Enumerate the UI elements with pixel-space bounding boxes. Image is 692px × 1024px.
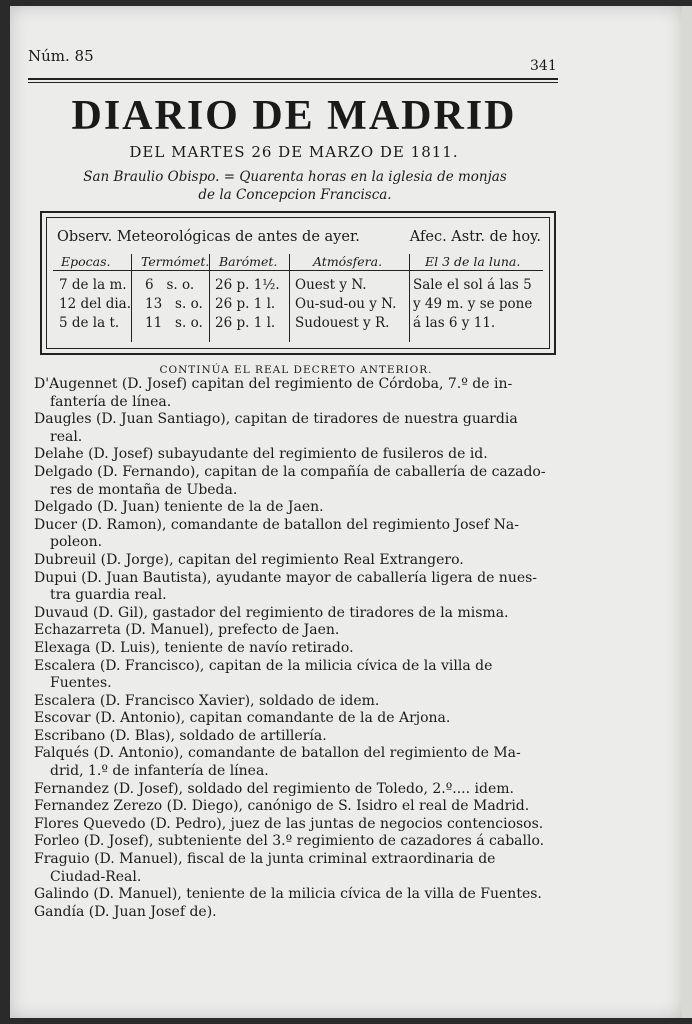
table-row-2-epoca: 12 del dia. — [59, 296, 132, 312]
table-row-1-term: 6 s. o. — [145, 277, 195, 293]
entry-continuation: Fuentes. — [50, 675, 112, 692]
table-row-3-term: 11 s. o. — [145, 315, 203, 331]
entry-continuation: real. — [50, 428, 83, 445]
list-item — [34, 517, 556, 552]
table-row-1-epoca: 7 de la m. — [59, 277, 127, 293]
entry-text: Galindo (D. Manuel), teniente de la milicia cívica de la villa de Fuentes. — [34, 886, 542, 903]
table-row-3-barom: 26 p. 1 l. — [215, 315, 276, 331]
table-row-3-luna: á las 6 y 11. — [413, 315, 496, 331]
page-edge — [682, 6, 692, 1018]
entry-text: Fraguio (D. Manuel), fiscal de la junta criminal extraordinaria de — [34, 851, 496, 868]
list-item — [34, 640, 556, 658]
list-item — [34, 833, 556, 851]
entry-text: Dupui (D. Juan Bautista), ayudante mayor de caballería ligera de nues- — [34, 569, 538, 586]
entry-text: Daugles (D. Juan Santiago), capitan de tiradores de nuestra guardia — [34, 411, 518, 428]
entry-continuation: poleon. — [50, 534, 103, 551]
list-item — [34, 816, 556, 834]
entry-text: Duvaud (D. Gil), gastador del regimiento de tiradores de la misma. — [34, 604, 509, 621]
list-item — [34, 886, 556, 904]
entry-continuation: tra guardia real. — [50, 587, 167, 604]
observations-title: Observ. Meteorológicas de antes de ayer. — [57, 229, 360, 245]
list-item — [34, 446, 556, 464]
col-divider — [209, 254, 210, 342]
entry-text: D'Augennet (D. Josef) capitan del regimiento de Córdoba, 7.º de in- — [34, 376, 513, 392]
list-item — [34, 552, 556, 570]
section-title: CONTINÚA EL REAL DECRETO ANTERIOR. — [159, 364, 433, 376]
list-item — [34, 693, 556, 711]
astro-title: Afec. Astr. de hoy. — [409, 229, 541, 245]
issue-number: Núm. 85 — [28, 47, 94, 65]
col-divider — [131, 254, 132, 342]
list-item — [34, 851, 556, 886]
list-item — [34, 728, 556, 746]
list-item — [34, 570, 556, 605]
entry-text: Elexaga (D. Luis), teniente de navío retirado. — [34, 639, 354, 656]
table-row-2-term: 13 s. o. — [145, 296, 203, 312]
table-header-rule — [53, 270, 543, 271]
entry-text: Dubreuil (D. Jorge), capitan del regimiento Real Extrangero. — [34, 551, 464, 568]
table-row-1-barom: 26 p. 1½. — [215, 277, 280, 293]
list-item — [34, 781, 556, 799]
entry-text: Forleo (D. Josef), subteniente del 3.º regimiento de cazadores á caballo. — [34, 833, 545, 850]
entry-text: Fernandez Zerezo (D. Diego), canónigo de S. Isidro el real de Madrid. — [34, 798, 530, 815]
table-row-3-atm: Sudouest y R. — [295, 315, 390, 331]
saint-line-2: de la Concepcion Francisca. — [198, 187, 392, 203]
weather-table — [40, 211, 556, 355]
entry-text: Escalera (D. Francisco Xavier), soldado de idem. — [34, 692, 380, 709]
issue-date: DEL MARTES 26 DE MARZO DE 1811. — [129, 143, 459, 161]
table-row-1-atm: Ouest y N. — [295, 277, 367, 293]
entry-text: Escribano (D. Blas), soldado de artillería. — [34, 727, 327, 744]
weather-table-inner — [46, 217, 550, 349]
col-termomet: Termómet. — [141, 254, 210, 269]
col-luna: El 3 de la luna. — [425, 254, 521, 269]
list-item — [34, 904, 556, 922]
entry-text: Escalera (D. Francisco), capitan de la milicia cívica de la villa de — [34, 657, 493, 674]
list-item — [34, 798, 556, 816]
entry-text: Fernandez (D. Josef), soldado del regimiento de Toledo, 2.º.... idem. — [34, 780, 514, 797]
entry-text: Ducer (D. Ramon), comandante de batallon del regimiento Josef Na- — [34, 516, 519, 533]
masthead-rule — [28, 78, 558, 83]
table-row-2-atm: Ou-sud-ou y N. — [295, 296, 397, 312]
entry-continuation: fantería de línea. — [50, 393, 172, 410]
table-row-1-luna: Sale el sol á las 5 — [413, 277, 532, 293]
list-item — [34, 658, 556, 693]
entry-text: Falqués (D. Antonio), comandante de batallon del regimiento de Ma- — [34, 745, 521, 762]
decree-list — [34, 376, 556, 921]
entry-text: Gandía (D. Juan Josef de). — [34, 903, 217, 920]
newspaper-title: DIARIO DE MADRID — [71, 93, 517, 139]
entry-continuation: drid, 1.º de infantería de línea. — [50, 763, 269, 780]
col-epocas: Epocas. — [61, 254, 111, 269]
entry-text: Escovar (D. Antonio), capitan comandante de la de Arjona. — [34, 710, 451, 727]
table-row-2-luna: y 49 m. y se pone — [413, 296, 533, 312]
list-item — [34, 376, 556, 411]
page-number: 341 — [530, 58, 557, 74]
col-divider — [409, 254, 410, 342]
saint-line-1: San Braulio Obispo. = Quarenta horas en la iglesia de monjas — [83, 169, 507, 185]
list-item — [34, 605, 556, 623]
list-item — [34, 499, 556, 517]
list-item — [34, 745, 556, 780]
entry-text: Delgado (D. Fernando), capitan de la compañía de caballería de cazado- — [34, 463, 546, 480]
list-item — [34, 622, 556, 640]
entry-continuation: Ciudad-Real. — [50, 868, 142, 885]
list-item — [34, 710, 556, 728]
col-divider — [289, 254, 290, 342]
table-row-3-epoca: 5 de la t. — [59, 315, 120, 331]
table-row-2-barom: 26 p. 1 l. — [215, 296, 276, 312]
col-atmosfera: Atmósfera. — [313, 254, 383, 269]
col-baromet: Barómet. — [219, 254, 278, 269]
list-item — [34, 411, 556, 446]
entry-continuation: res de montaña de Ubeda. — [50, 481, 238, 498]
entry-text: Delahe (D. Josef) subayudante del regimiento de fusileros de id. — [34, 446, 488, 463]
saint-of-day — [60, 168, 530, 204]
entry-text: Delgado (D. Juan) teniente de la de Jaen. — [34, 499, 324, 516]
entry-text: Echazarreta (D. Manuel), prefecto de Jaen. — [34, 622, 340, 639]
entry-text: Flores Quevedo (D. Pedro), juez de las juntas de negocios contenciosos. — [34, 815, 544, 832]
list-item — [34, 464, 556, 499]
